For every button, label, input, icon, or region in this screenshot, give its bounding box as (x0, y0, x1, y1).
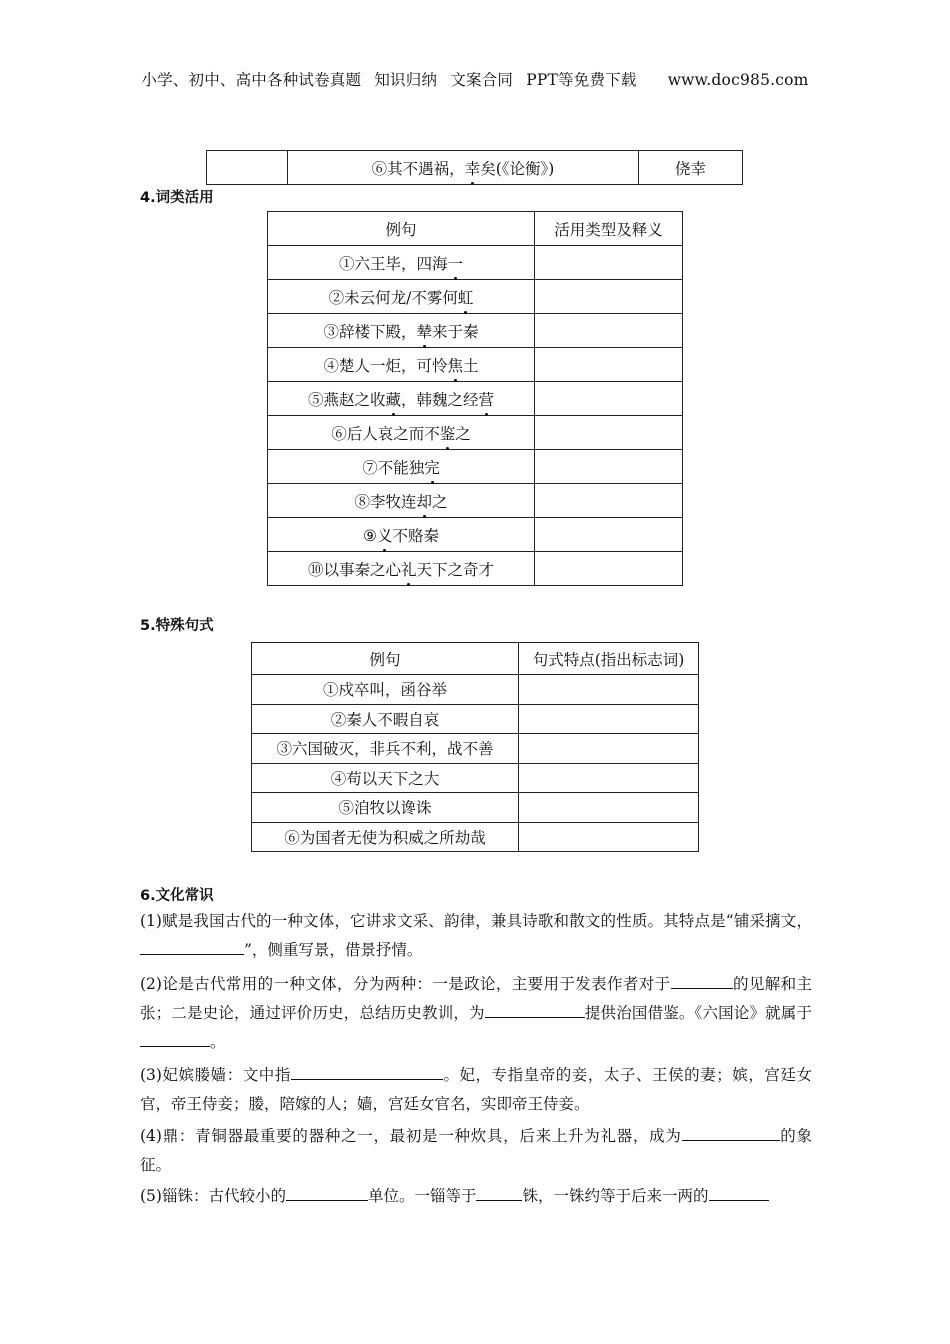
table-row (268, 280, 683, 314)
emphasis-char: 虹 (458, 286, 474, 308)
table-row (268, 416, 683, 450)
answer-cell[interactable] (519, 734, 699, 764)
answer-blank[interactable] (709, 1184, 769, 1201)
answer-blank[interactable] (291, 1063, 443, 1080)
answer-cell[interactable] (535, 552, 683, 586)
answer-cell[interactable] (535, 348, 683, 382)
table-header-row (268, 212, 683, 246)
top-continued-table (206, 150, 743, 185)
example-sentence: ④楚人一炬，可怜焦土 (268, 348, 535, 382)
word-usage-table (267, 211, 683, 586)
example-sentence: ④苟以天下之大 (252, 763, 519, 793)
emphasis-char: 营 (479, 388, 495, 410)
header-item: PPT等免费下载 (526, 71, 637, 89)
header-item: 小学、初中、高中各种试卷真题 (141, 71, 362, 89)
section-title-4: 4.词类活用 (140, 190, 214, 206)
example-sentence: ③六国破灭，非兵不利，战不善 (252, 734, 519, 764)
table-header-row (252, 643, 699, 675)
example-sentence: ②未云何龙/不雾何虹 (268, 280, 535, 314)
answer-cell[interactable] (535, 246, 683, 280)
answer-blank[interactable] (476, 1184, 522, 1201)
answer-cell[interactable] (519, 763, 699, 793)
table-row (268, 450, 683, 484)
answer-cell[interactable] (535, 280, 683, 314)
answer-blank[interactable] (140, 938, 244, 955)
culture-item-3: (3)妃嫔媵嫱：文中指 。妃，专指皇帝的妾，太子、王侯的妻；嫔，宫廷女官，帝王侍妾；媵，陪嫁的人；嫱，宫廷女官名，实即帝王侍妾。 (140, 1061, 812, 1119)
example-sentence: ⑥为国者无使为积威之所劫哉 (252, 822, 519, 852)
column-header: 例句 (268, 212, 535, 246)
example-sentence: ⑩以事秦之心礼天下之奇才 (268, 552, 535, 586)
answer-blank[interactable] (682, 1124, 780, 1141)
culture-item-5: (5)锱铢：古代较小的 单位。一锱等于 铢，一铢约等于后来一两的 (140, 1182, 812, 1211)
answer-cell[interactable] (519, 822, 699, 852)
example-sentence: ⑨义不赂秦 (268, 518, 535, 552)
example-sentence: ①戍卒叫，函谷举 (252, 675, 519, 705)
table-row (268, 382, 683, 416)
header-item: 知识归纳 (374, 71, 438, 89)
special-sentence-table (251, 642, 699, 852)
table-row (268, 246, 683, 280)
example-sentence: ⑤燕赵之收藏，韩魏之经营 (268, 382, 535, 416)
table-row (252, 675, 699, 705)
example-sentence: ⑤洎牧以谗诛 (252, 793, 519, 823)
example-sentence: ①六王毕，四海一 (268, 246, 535, 280)
emphasis-char: 完 (424, 456, 440, 478)
emphasis-char: 焦 (447, 354, 463, 376)
table-row (252, 822, 699, 852)
table-row (207, 151, 743, 185)
table-row (268, 552, 683, 586)
culture-item-4: (4)鼎：青铜器最重要的器种之一，最初是一种炊具，后来上升为礼器，成为 的象征。 (140, 1122, 812, 1180)
table-row (252, 793, 699, 823)
answer-cell: 侥幸 (639, 151, 743, 185)
answer-cell[interactable] (535, 314, 683, 348)
table-row (268, 314, 683, 348)
example-sentence: ⑧李牧连却之 (268, 484, 535, 518)
emphasis-char: 幸 (465, 157, 481, 179)
table-row (252, 734, 699, 764)
page-header (0, 68, 950, 90)
example-sentence: ⑥后人哀之而不鉴之 (268, 416, 535, 450)
example-sentence: ②秦人不暇自哀 (252, 704, 519, 734)
example-sentence: ⑦不能独完 (268, 450, 535, 484)
column-header: 例句 (252, 643, 519, 675)
emphasis-char: 辇 (416, 320, 432, 342)
header-site-url[interactable]: www.doc985.com (667, 71, 809, 89)
emphasis-char: 鉴 (440, 422, 456, 444)
column-header: 句式特点(指出标志词) (519, 643, 699, 675)
table-row (268, 518, 683, 552)
emphasis-char: 却 (416, 490, 432, 512)
emphasis-char: 一 (448, 252, 464, 274)
emphasis-char: 礼 (401, 558, 417, 580)
table-row (252, 704, 699, 734)
culture-item-1: (1)赋是我国古代的一种文体，它讲求文采、韵律，兼具诗歌和散文的性质。其特点是“铺采摛文，”，侧重写景，借景抒情。 (140, 912, 812, 959)
section-title-5: 5.特殊句式 (140, 618, 214, 634)
table-row (268, 484, 683, 518)
table-row (268, 348, 683, 382)
emphasis-char: 义 (377, 524, 393, 546)
answer-cell[interactable] (535, 416, 683, 450)
culture-item-2: (2)论是古代常用的一种文体，分为两种：一是政论，主要用于发表作者对于 的见解和主张；二是史论，通过评价历史，总结历史教训，为 提供治国借鉴。《六国论》就属于。 (140, 970, 812, 1057)
example-sentence: ③辞楼下殿，辇来于秦 (268, 314, 535, 348)
answer-cell[interactable] (519, 704, 699, 734)
answer-cell[interactable] (535, 450, 683, 484)
table-cell-empty (207, 151, 288, 185)
answer-blank[interactable] (485, 1001, 585, 1018)
answer-blank[interactable] (671, 972, 733, 989)
example-sentence: ⑥其不遇祸，幸矣(《论衡》) (288, 151, 639, 185)
answer-blank[interactable] (140, 1030, 210, 1047)
column-header: 活用类型及释义 (535, 212, 683, 246)
emphasis-char: 藏 (385, 388, 401, 410)
answer-cell[interactable] (535, 518, 683, 552)
answer-blank[interactable] (286, 1184, 368, 1201)
answer-cell[interactable] (535, 382, 683, 416)
answer-cell[interactable] (535, 484, 683, 518)
answer-cell[interactable] (519, 793, 699, 823)
table-row (252, 763, 699, 793)
header-item: 文案合同 (450, 71, 514, 89)
section-title-6: 6.文化常识 (140, 888, 214, 904)
answer-cell[interactable] (519, 675, 699, 705)
